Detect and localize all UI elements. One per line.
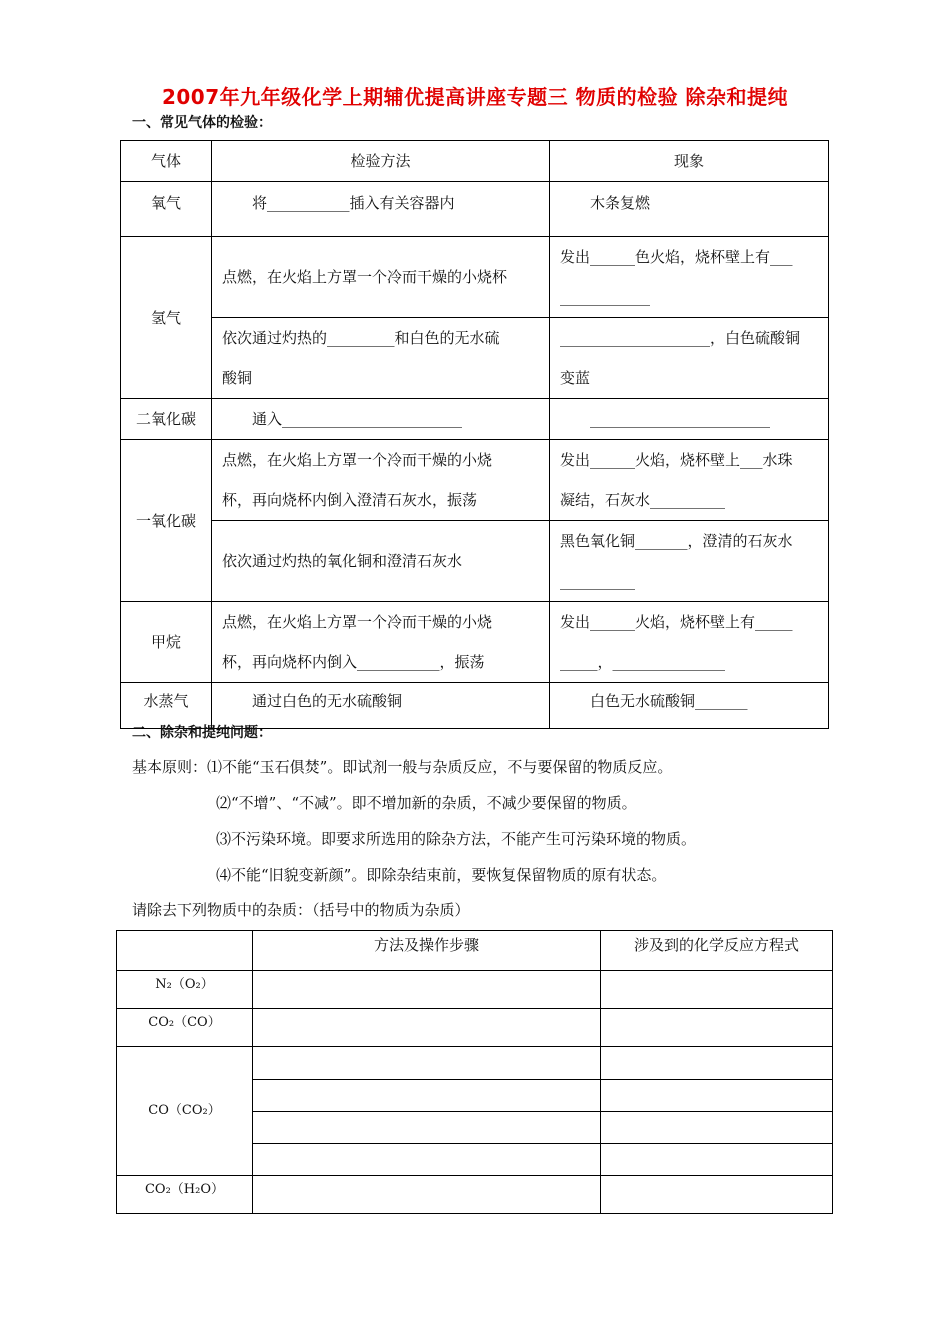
- header-substance: [117, 931, 253, 971]
- method-line: 点燃，在火焰上方罩一个冷而干燥的小烧: [222, 613, 493, 631]
- instruction: 请除去下列物质中的杂质：（括号中的物质为杂质）: [132, 901, 470, 919]
- table-header-row: [117, 931, 833, 971]
- method-line: 依次通过灼热的_________和白色的无水硫: [222, 329, 500, 347]
- page-title: 2007年九年级化学上期辅优提高讲座专题三 物质的检验 除杂和提纯: [161, 85, 789, 109]
- table-row-co2: [121, 399, 829, 440]
- phenomenon-line: ____________: [560, 288, 650, 306]
- table-row: [117, 1009, 833, 1047]
- equation-input-cell[interactable]: [601, 1112, 833, 1144]
- method-line: 点燃，在火焰上方罩一个冷而干燥的小烧: [222, 451, 493, 469]
- method-cell: 点燃，在火焰上方罩一个冷而干燥的小烧杯: [212, 237, 550, 318]
- gas-name: 水蒸气: [121, 683, 212, 729]
- phenomenon-cell: ________________________: [550, 399, 829, 440]
- phenomenon-cell: [550, 318, 829, 399]
- steps-input-cell[interactable]: [253, 971, 601, 1009]
- phenomenon-line: 黑色氧化铜_______，澄清的石灰水: [560, 532, 793, 550]
- gas-name: 氢气: [121, 237, 212, 399]
- table-row-hydrogen-2: [121, 318, 829, 399]
- gas-test-table: [120, 140, 829, 729]
- method-line: 杯，再向烧杯内倒入澄清石灰水，振荡: [222, 491, 478, 509]
- method-cell: 通入________________________: [212, 399, 550, 440]
- table-row: [117, 971, 833, 1009]
- phenomenon-cell: 木条复燃: [550, 182, 829, 237]
- gas-name: 甲烷: [121, 602, 212, 683]
- table-row-methane: [121, 602, 829, 683]
- steps-input-cell[interactable]: [253, 1080, 601, 1112]
- header-steps: 方法及操作步骤: [253, 931, 601, 971]
- impurity-removal-table: [116, 930, 833, 1214]
- phenomenon-cell: [550, 521, 829, 602]
- steps-input-cell[interactable]: [253, 1176, 601, 1214]
- substance-cell: CO₂（CO）: [117, 1009, 253, 1047]
- method-cell: [212, 602, 550, 683]
- table-header-row: [121, 141, 829, 182]
- equation-input-cell[interactable]: [601, 1047, 833, 1080]
- table-row-oxygen: [121, 182, 829, 237]
- header-equations: 涉及到的化学反应方程式: [601, 931, 833, 971]
- section-1-heading: 一、常见气体的检验：: [132, 115, 272, 131]
- method-cell: 将___________插入有关容器内: [212, 182, 550, 237]
- header-gas: 气体: [121, 141, 212, 182]
- substance-cell: N₂（O₂）: [117, 971, 253, 1009]
- gas-name: 氧气: [121, 182, 212, 237]
- steps-input-cell[interactable]: [253, 1112, 601, 1144]
- steps-input-cell[interactable]: [253, 1047, 601, 1080]
- phenomenon-cell: [550, 602, 829, 683]
- principle-2: ⑵“不增”、“不减”。即不增加新的杂质，不减少要保留的物质。: [216, 794, 637, 812]
- header-method: 检验方法: [212, 141, 550, 182]
- method-cell: 通过白色的无水硫酸铜: [212, 683, 550, 729]
- method-cell: 依次通过灼热的氧化铜和澄清石灰水: [212, 521, 550, 602]
- phenomenon-line: 凝结，石灰水__________: [560, 491, 726, 509]
- gas-name: 二氧化碳: [121, 399, 212, 440]
- table-row: [117, 1176, 833, 1214]
- substance-cell: CO（CO₂）: [117, 1047, 253, 1176]
- table-row: [117, 1047, 833, 1080]
- phenomenon-line: 发出______火焰，烧杯壁上有_____: [560, 613, 793, 631]
- equation-input-cell[interactable]: [601, 971, 833, 1009]
- phenomenon-line: ____________________，白色硫酸铜: [560, 329, 801, 347]
- substance-cell: CO₂（H₂O）: [117, 1176, 253, 1214]
- table-row-hydrogen-1: [121, 237, 829, 318]
- principle-3: ⑶不污染环境。即要求所选用的除杂方法，不能产生可污染环境的物质。: [216, 830, 697, 848]
- method-cell: [212, 440, 550, 521]
- equation-input-cell[interactable]: [601, 1009, 833, 1047]
- phenomenon-cell: 白色无水硫酸铜_______: [550, 683, 829, 729]
- table-row-co-1: [121, 440, 829, 521]
- equation-input-cell[interactable]: [601, 1080, 833, 1112]
- header-phenomenon: 现象: [550, 141, 829, 182]
- phenomenon-cell: [550, 440, 829, 521]
- equation-input-cell[interactable]: [601, 1144, 833, 1176]
- phenomenon-line: 变蓝: [560, 369, 591, 387]
- phenomenon-line: _____，_______________: [560, 653, 726, 671]
- principle-4: ⑷不能“旧貌变新颜”。即除杂结束前，要恢复保留物质的原有状态。: [216, 866, 667, 884]
- gas-name: 一氧化碳: [121, 440, 212, 602]
- phenomenon-line: 发出______色火焰，烧杯壁上有___: [560, 248, 793, 266]
- phenomenon-line: 发出______火焰，烧杯壁上___水珠: [560, 451, 793, 469]
- phenomenon-cell: [550, 237, 829, 318]
- steps-input-cell[interactable]: [253, 1144, 601, 1176]
- method-cell: [212, 318, 550, 399]
- method-line: 杯，再向烧杯内倒入___________，振荡: [222, 653, 485, 671]
- equation-input-cell[interactable]: [601, 1176, 833, 1214]
- steps-input-cell[interactable]: [253, 1009, 601, 1047]
- section-2-heading: 二、除杂和提纯问题：: [132, 725, 272, 741]
- phenomenon-line: __________: [560, 572, 635, 590]
- method-line: 酸铜: [222, 369, 253, 387]
- principle-1: 基本原则：⑴不能“玉石俱焚”。即试剂一般与杂质反应，不与要保留的物质反应。: [132, 758, 673, 776]
- table-row-co-2: [121, 521, 829, 602]
